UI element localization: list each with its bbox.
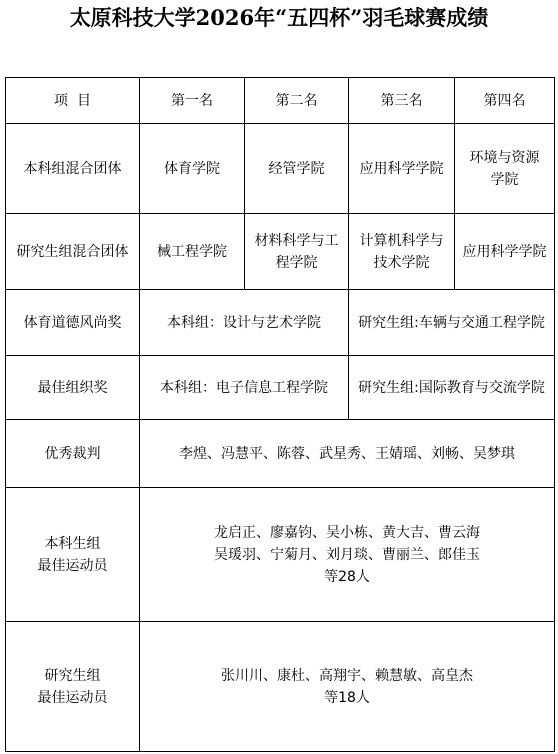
- grad-award: 研究生组:国际教育与交流学院: [349, 356, 555, 420]
- row-label-line2: 最佳运动员: [37, 689, 108, 706]
- third-place: [349, 214, 455, 290]
- third-place: 应用科学学院: [349, 124, 455, 214]
- fourth-place: 应用科学学院: [455, 214, 555, 290]
- athlete-line1: 张川川、康杜、高翔宇、赖慧敏、高皇杰: [221, 667, 473, 684]
- first-place: 体育学院: [140, 124, 245, 214]
- row-label-line1: 本科生组: [44, 535, 101, 552]
- fourth-place-line2: 学院: [490, 171, 519, 188]
- header-fourth: 第四名: [455, 78, 555, 124]
- header-item: 项 目: [6, 78, 140, 124]
- third-place-line2: 技术学院: [373, 254, 430, 271]
- sportsmanship-row: [6, 290, 555, 356]
- second-place-line1: 材料科学与工: [254, 232, 339, 249]
- undergrad-award: 本科组：设计与艺术学院: [140, 290, 349, 356]
- row-label: 体育道德风尚奖: [6, 290, 140, 356]
- grad-athletes-row: [6, 622, 555, 752]
- fourth-place-line1: 环境与资源: [469, 149, 540, 166]
- header-row: [6, 78, 555, 124]
- referees-row: [6, 420, 555, 488]
- athlete-names: [140, 488, 555, 622]
- athlete-count: 等28人: [324, 568, 370, 585]
- row-label: 最佳组织奖: [6, 356, 140, 420]
- row-label-line1: 研究生组: [44, 667, 101, 684]
- mixed-grad-row: [6, 214, 555, 290]
- row-label: 研究生组混合团体: [6, 214, 140, 290]
- row-label: 优秀裁判: [6, 420, 140, 488]
- mixed-undergrad-row: [6, 124, 555, 214]
- header-first: 第一名: [140, 78, 245, 124]
- fourth-place: [455, 124, 555, 214]
- second-place-line2: 程学院: [275, 254, 318, 271]
- first-place: 械工程学院: [140, 214, 245, 290]
- referee-names: 李煌、冯慧平、陈蓉、武星秀、王婧瑶、刘畅、吴梦琪: [140, 420, 555, 488]
- row-label: [6, 488, 140, 622]
- third-place-line1: 计算机科学与: [359, 232, 444, 249]
- undergrad-award: 本科组：电子信息工程学院: [140, 356, 349, 420]
- row-label: [6, 622, 140, 752]
- second-place: [245, 214, 349, 290]
- row-label-line2: 最佳运动员: [37, 557, 108, 574]
- athlete-names: [140, 622, 555, 752]
- second-place: 经管学院: [245, 124, 349, 214]
- results-table: [5, 77, 555, 752]
- organization-row: [6, 356, 555, 420]
- grad-award: 研究生组:车辆与交通工程学院: [349, 290, 555, 356]
- athlete-line1: 龙启正、廖嘉钧、吴小栋、黄大吉、曹云海: [214, 524, 480, 541]
- row-label: 本科组混合团体: [6, 124, 140, 214]
- page-title: 太原科技大学2026年“五四杯”羽毛球赛成绩: [69, 5, 489, 30]
- header-second: 第二名: [245, 78, 349, 124]
- athlete-line2: 吴瑗羽、宁菊月、刘月琰、曹丽兰、郎佳玉: [214, 546, 480, 563]
- header-third: 第三名: [349, 78, 455, 124]
- athlete-count: 等18人: [324, 689, 370, 706]
- undergrad-athletes-row: [6, 488, 555, 622]
